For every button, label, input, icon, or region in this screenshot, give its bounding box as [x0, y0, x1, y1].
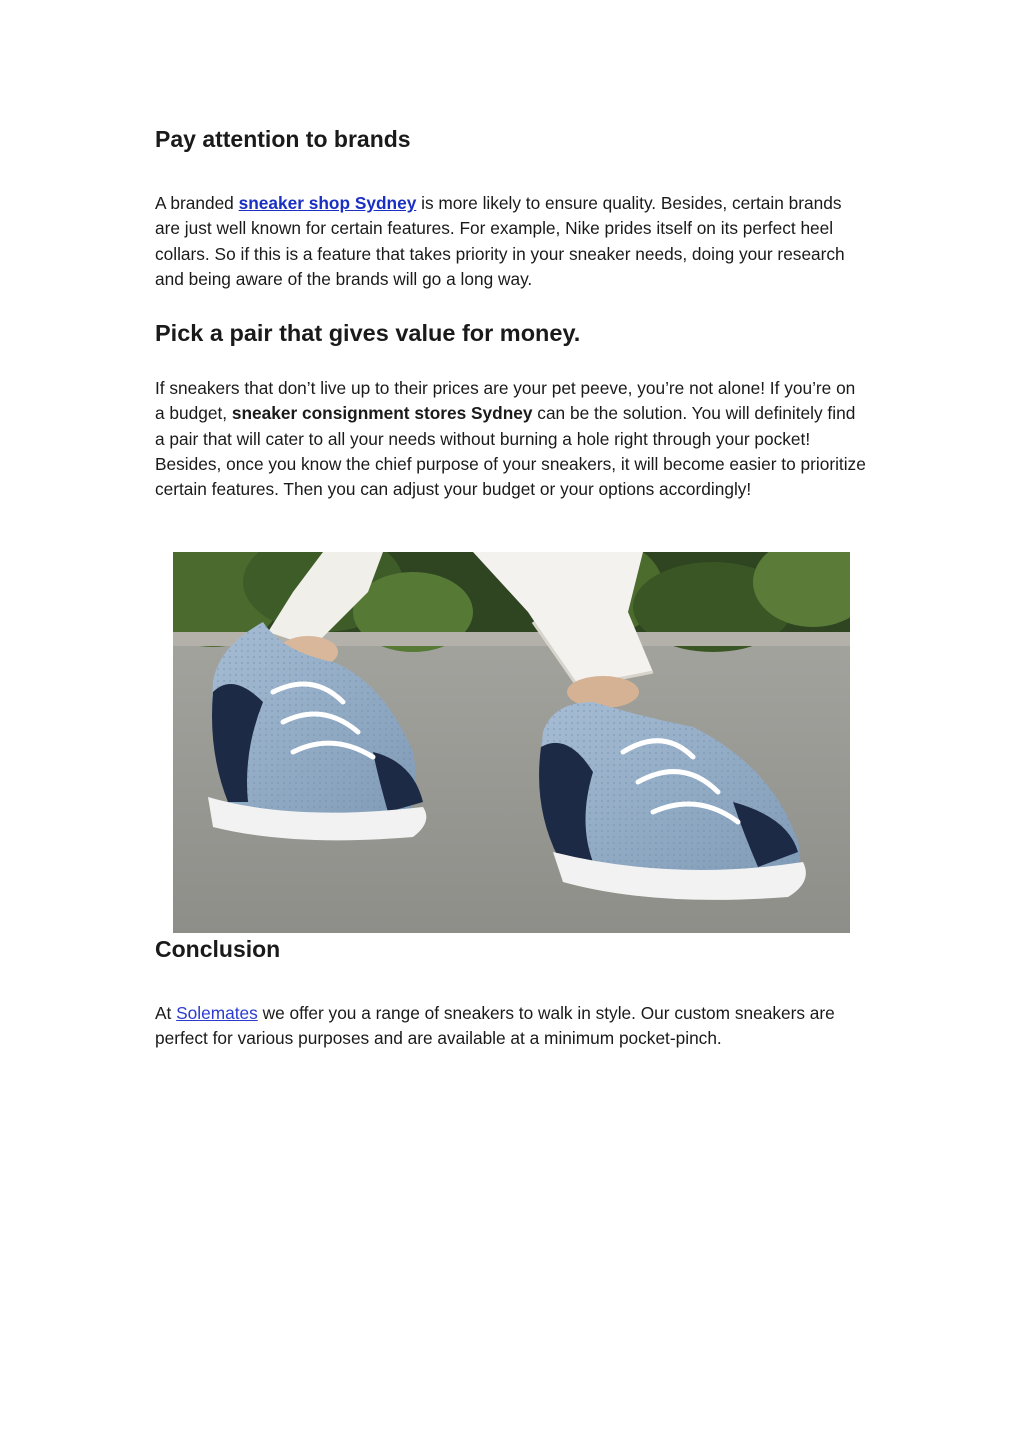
- text-segment: can be the solution. You will definitely find a pair that will cater to all your needs without burning a hole right through your pocket! Besides, once you know the chief purpose of your sneakers, it will become easier to prioritize certain features. Then you can adjust your budget or your options accordingly!: [155, 403, 866, 500]
- text-segment: we offer you a range of sneakers to walk in style. Our custom sneakers are perfect for various purposes and are available at a minimum pocket-pinch.: [155, 1003, 835, 1049]
- sneakers-illustration: [173, 552, 850, 933]
- paragraph-brands: [155, 191, 867, 292]
- paragraph-conclusion: [155, 1001, 867, 1052]
- bold-keyword: sneaker consignment stores Sydney: [231, 403, 533, 424]
- text-segment: At: [155, 1003, 177, 1023]
- text-segment: If sneakers that don’t live up to their prices are your pet peeve, you’re not alone! If you’re on a budget,: [155, 378, 856, 424]
- text-segment: is more likely to ensure quality. Besides, certain brands are just well known for certain features. For example, Nike prides itself on its perfect heel collars. So if this is a feature that takes priority in your sneaker needs, doing your research and being aware of the brands will go a long way.: [155, 193, 845, 289]
- heading-value-for-money: Pick a pair that gives value for money.: [155, 320, 581, 346]
- sneaker-shop-sydney-link[interactable]: sneaker shop Sydney: [238, 193, 417, 213]
- solemates-link[interactable]: Solemates: [176, 1003, 258, 1023]
- heading-pay-attention-to-brands: Pay attention to brands: [155, 126, 411, 152]
- heading-conclusion: Conclusion: [155, 936, 281, 962]
- sneakers-photo: [173, 552, 850, 933]
- ankle-right: [567, 676, 639, 708]
- paragraph-value: [155, 376, 867, 502]
- text-segment: A branded: [155, 193, 239, 213]
